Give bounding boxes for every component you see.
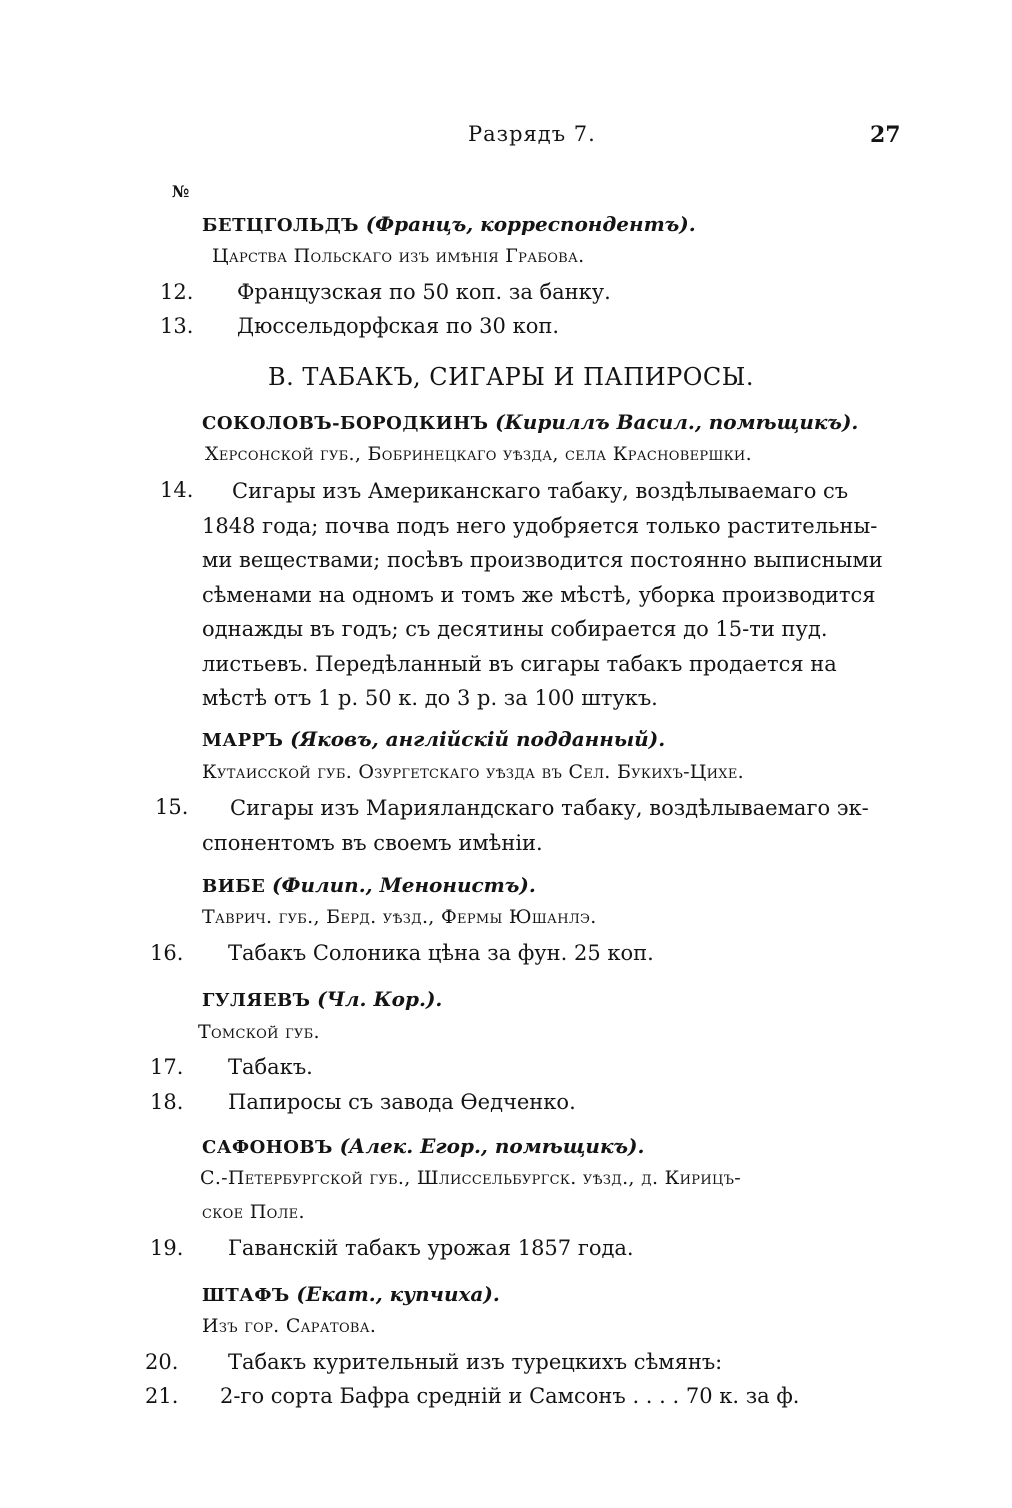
exhibitor-heading: [202, 410, 858, 434]
exhibitor-role: (Филип., Менонистъ).: [272, 873, 536, 897]
item-text: Дюссельдорфская по 30 коп.: [237, 314, 560, 338]
exhibitor-name: ГУЛЯЕВЪ: [202, 990, 311, 1011]
description-line: Сигары изъ Американскаго табаку, воздѣлываемаго съ: [232, 479, 849, 503]
page-number: 27: [870, 122, 901, 148]
exhibitor-role: (Францъ, корреспондентъ).: [365, 212, 696, 236]
item-text: Табакъ.: [228, 1055, 313, 1079]
item-description: [202, 791, 897, 860]
item-number: 18.: [150, 1090, 184, 1114]
description-line: 1848 года; почва подъ него удобряется только растительны-: [202, 513, 878, 538]
exhibitor-location: Томской губ.: [198, 1021, 320, 1043]
item-number: 19.: [150, 1236, 184, 1260]
exhibitor-role: (Яковъ, англійскій подданный).: [290, 727, 666, 751]
exhibitor-location: Кутаисской губ. Озургетскаго уѣзда въ Сел. Букихъ-Цихе.: [202, 761, 744, 783]
exhibitor-name: МАРРЪ: [202, 730, 284, 751]
exhibitor-role: (Чл. Кор.).: [317, 987, 443, 1011]
description-line: спонентомъ въ своемъ имѣніи.: [202, 830, 543, 855]
description-line: ми веществами; посѣвъ производится постоянно выписными: [202, 548, 883, 572]
exhibitor-name: ШТАФЪ: [202, 1285, 290, 1306]
exhibitor-role: (Алек. Егор., помѣщикъ).: [339, 1134, 645, 1158]
exhibitor-name: БЕТЦГОЛЬДЪ: [202, 215, 359, 236]
description-line: однажды въ годъ; съ десятины собирается до 15-ти пуд.: [202, 617, 828, 641]
exhibitor-location: Херсонской губ., Бобринецкаго уѣзда, села Красновершки.: [205, 443, 752, 465]
exhibitor-name: СОКОЛОВЪ-БОРОДКИНЪ: [202, 413, 489, 434]
exhibitor-role: (Кириллъ Васил., помѣщикъ).: [495, 410, 859, 434]
exhibitor-name: САФОНОВЪ: [202, 1137, 333, 1158]
item-text: Табакъ курительный изъ турецкихъ сѣмянъ:: [228, 1350, 723, 1374]
exhibitor-name: ВИБЕ: [202, 876, 266, 897]
item-number: 17.: [150, 1055, 184, 1079]
item-number: 21.: [145, 1384, 179, 1408]
exhibitor-role: (Екат., купчиха).: [296, 1282, 500, 1306]
item-number: 13.: [160, 314, 194, 338]
item-text: Табакъ Солоника цѣна за фун. 25 коп.: [228, 941, 654, 965]
item-text: 2-го сорта Бафра средній и Самсонъ . . . . 70 к. за ф.: [220, 1384, 800, 1408]
exhibitor-location: С.-Петербургской губ., Шлиссельбургск. уѣзд., д. Кирицъ-: [200, 1167, 741, 1189]
exhibitor-heading: [202, 1134, 644, 1158]
exhibitor-heading: [202, 873, 536, 897]
exhibitor-location: Изъ гор. Саратова.: [202, 1315, 377, 1337]
running-title: Разрядъ 7.: [468, 122, 596, 146]
number-sign: №: [172, 182, 190, 201]
description-line: Сигары изъ Марияландскаго табаку, воздѣлываемаго эк-: [230, 796, 869, 820]
item-text: Гаванскій табакъ урожая 1857 года.: [228, 1236, 634, 1260]
item-text: Французская по 50 коп. за банку.: [237, 280, 611, 304]
exhibitor-heading: [202, 212, 696, 236]
exhibitor-heading: [202, 987, 442, 1011]
exhibitor-location: Таврич. губ., Берд. уѣзд., Фермы Юшанлэ.: [202, 906, 597, 928]
item-text: Папиросы съ завода Ѳедченко.: [228, 1090, 576, 1114]
item-number: 16.: [150, 941, 184, 965]
item-number: 12.: [160, 280, 194, 304]
item-number: 20.: [145, 1350, 179, 1374]
exhibitor-heading: [202, 727, 665, 751]
page-header: [0, 122, 1012, 152]
description-line: мѣстѣ отъ 1 р. 50 к. до 3 р. за 100 штукъ.: [202, 686, 658, 710]
section-heading: В. ТАБАКЪ, СИГАРЫ И ПАПИРОСЫ.: [268, 363, 754, 391]
exhibitor-location: Царства Польскаго изъ имѣнія Грабова.: [212, 245, 585, 267]
item-number: 14.: [160, 478, 194, 502]
item-number: 15.: [155, 795, 189, 819]
description-line: сѣменами на одномъ и томъ же мѣстѣ, уборка производится: [202, 582, 876, 607]
exhibitor-heading: [202, 1282, 500, 1306]
description-line: листьевъ. Передѣланный въ сигары табакъ продается на: [202, 651, 837, 676]
exhibitor-location: ское Поле.: [202, 1201, 305, 1223]
item-description: [202, 474, 897, 716]
